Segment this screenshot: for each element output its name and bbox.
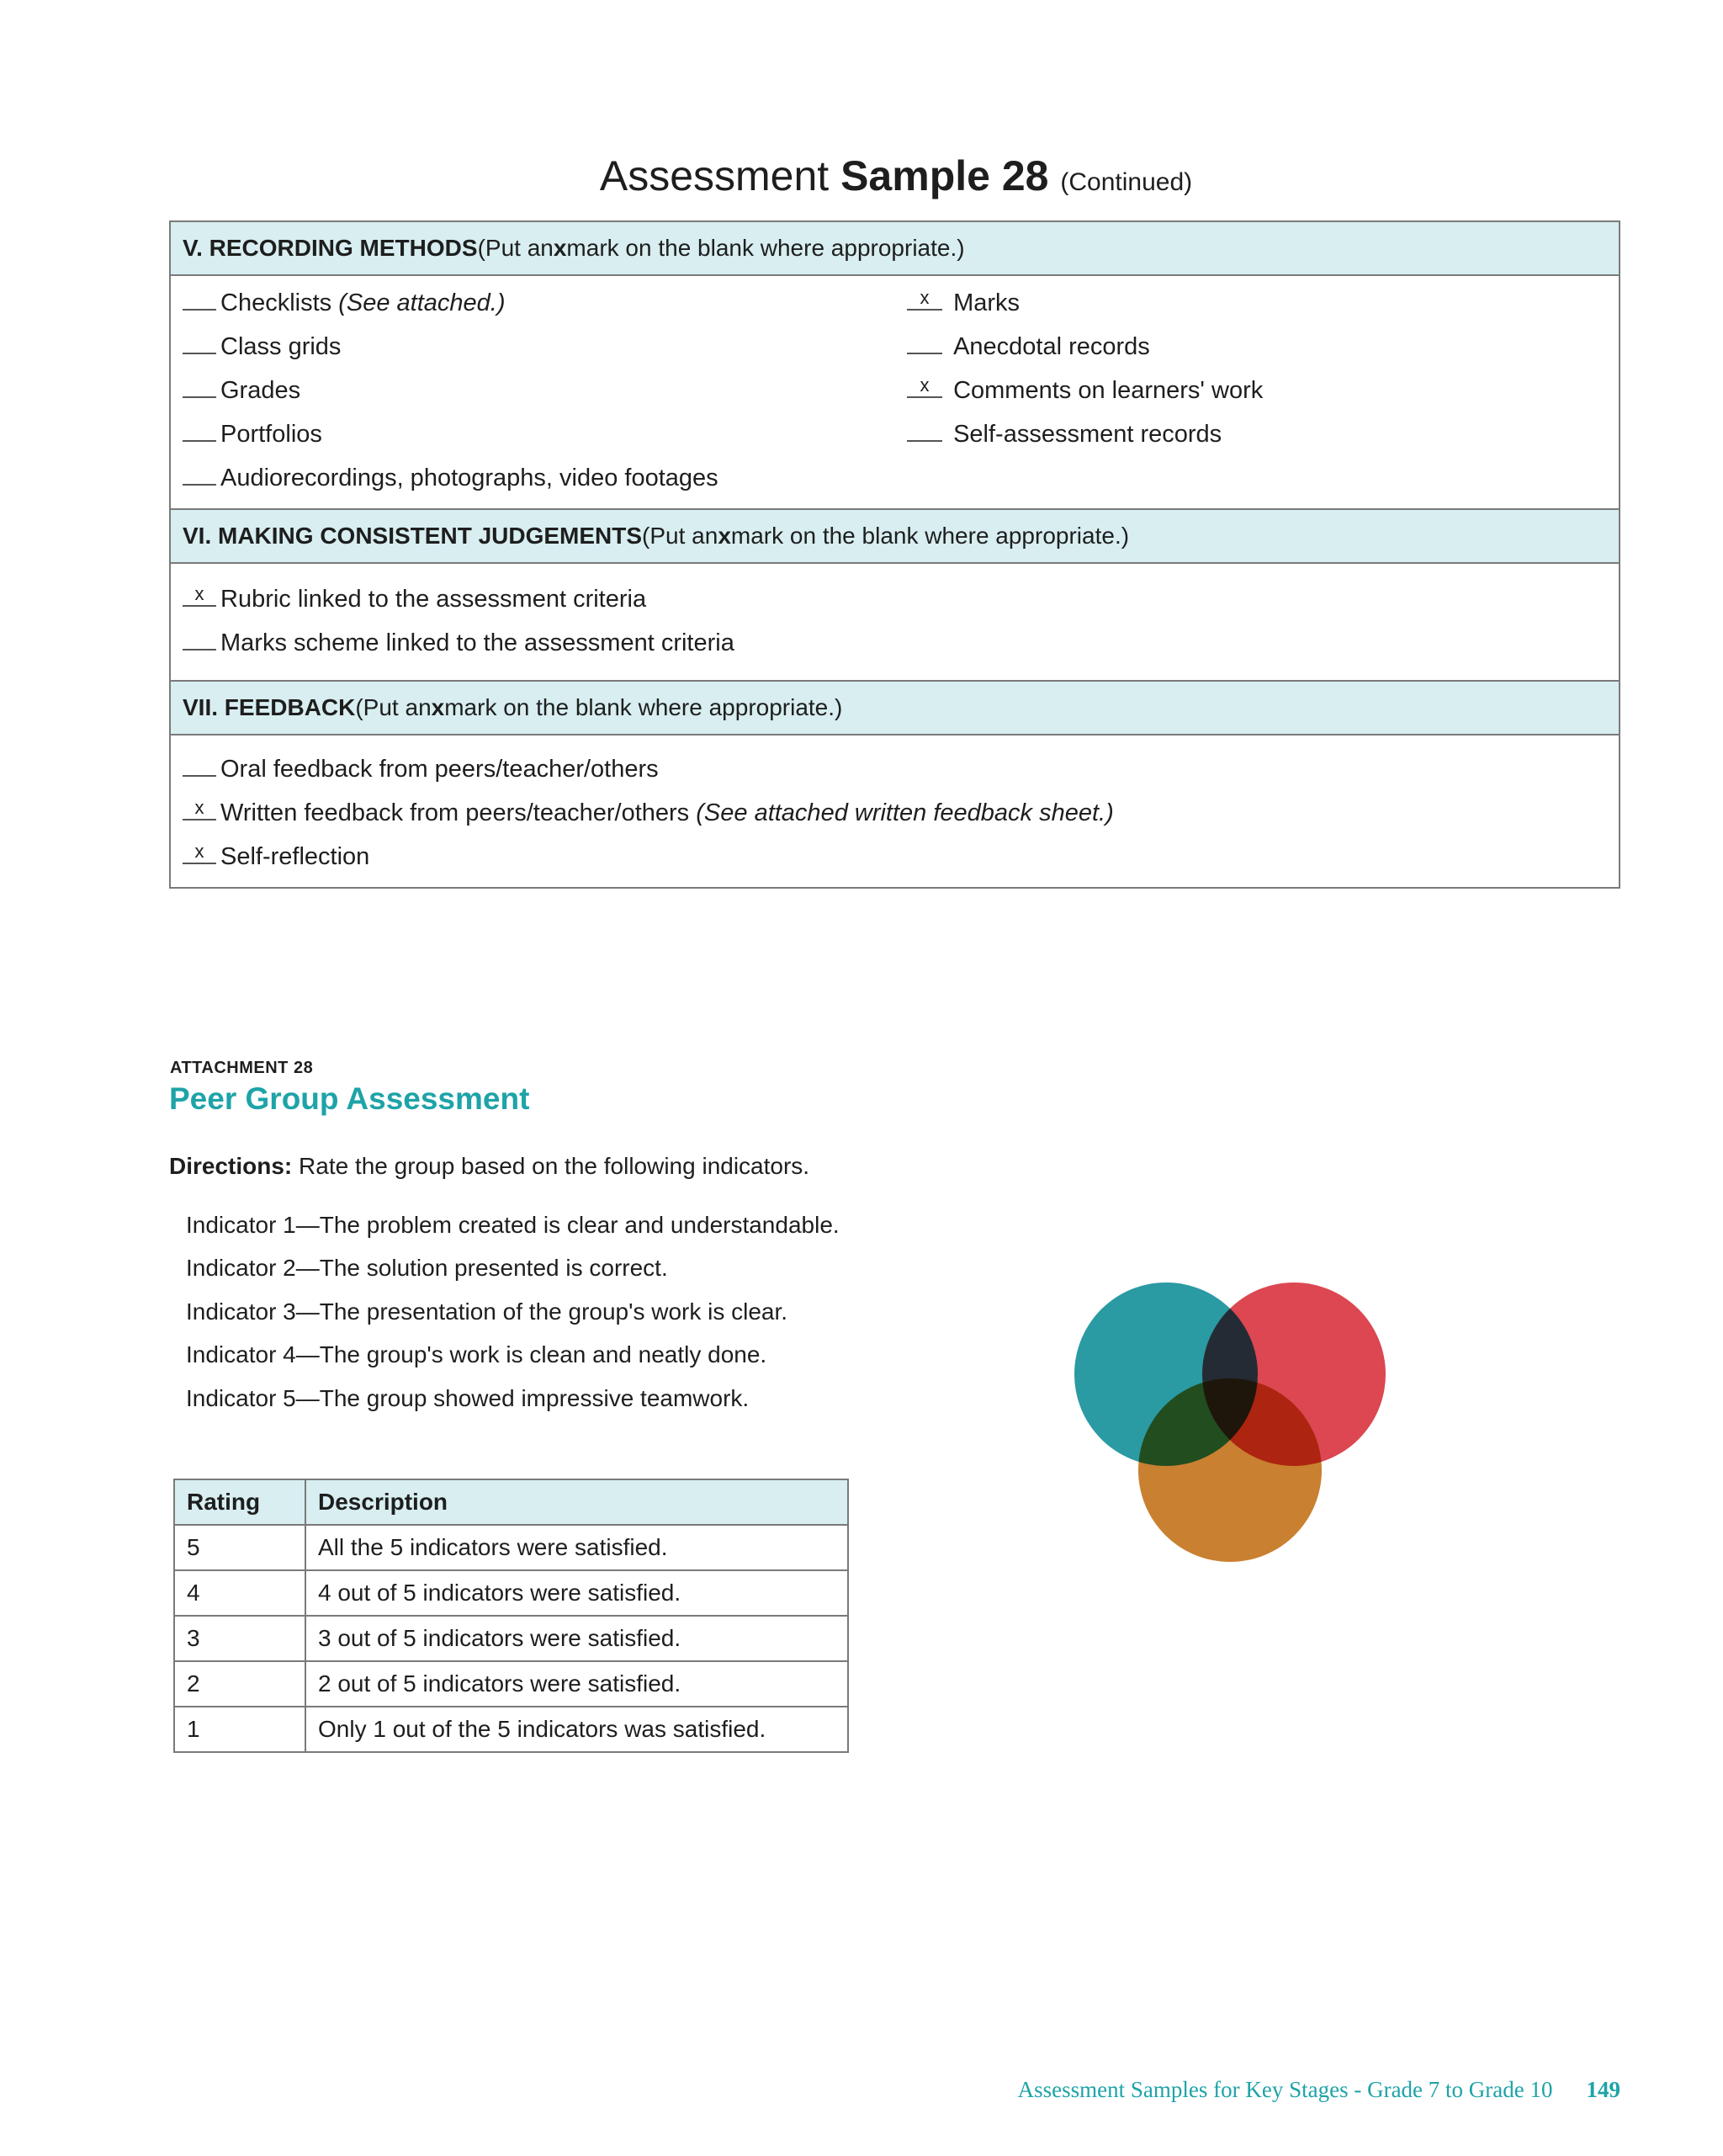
rating-cell: 2 bbox=[174, 1661, 305, 1707]
assessment-form bbox=[169, 220, 1620, 889]
checkbox-marks[interactable]: x Marks bbox=[907, 281, 1607, 325]
checkbox-grades[interactable]: Grades bbox=[183, 369, 907, 412]
attachment-label: ATTACHMENT 28 bbox=[170, 1059, 314, 1077]
indicator-item: Indicator 1—The problem created is clear and understandable. bbox=[186, 1211, 840, 1238]
table-row bbox=[174, 1661, 848, 1707]
indicator-item: Indicator 4—The group's work is clean and neatly done. bbox=[186, 1341, 767, 1368]
checkbox-anecdotal-records[interactable]: Anecdotal records bbox=[907, 325, 1607, 369]
title-suffix: (Continued) bbox=[1060, 168, 1193, 196]
table-row bbox=[174, 1525, 848, 1570]
recording-right-column bbox=[907, 281, 1607, 500]
checkbox-self-reflection[interactable]: x Self-reflection bbox=[183, 835, 1607, 879]
rating-cell: 5 bbox=[174, 1525, 305, 1570]
rating-cell: 3 bbox=[174, 1616, 305, 1661]
section-judgements-header: VI. MAKING CONSISTENT JUDGEMENTS (Put an x mark on the blank where appropriate.) bbox=[171, 510, 1619, 564]
venn-circle-orange bbox=[1138, 1378, 1322, 1562]
directions: Directions: Rate the group based on the following indicators. bbox=[169, 1153, 810, 1179]
rating-cell: 1 bbox=[174, 1707, 305, 1752]
page-title bbox=[0, 151, 1723, 200]
page-number: 149 bbox=[1586, 2077, 1620, 2102]
rating-cell: 4 bbox=[174, 1570, 305, 1616]
table-header-row bbox=[174, 1479, 848, 1525]
section-feedback-header: VII. FEEDBACK (Put an x mark on the blank where appropriate.) bbox=[171, 682, 1619, 735]
checkbox-portfolios[interactable]: Portfolios bbox=[183, 412, 907, 456]
indicator-item: Indicator 3—The presentation of the group's work is clear. bbox=[186, 1298, 788, 1325]
rating-table bbox=[173, 1479, 849, 1753]
recording-left-column bbox=[183, 281, 907, 500]
title-light: Assessment bbox=[599, 152, 841, 199]
checkbox-class-grids[interactable]: Class grids bbox=[183, 325, 907, 369]
checkbox-rubric[interactable]: x Rubric linked to the assessment criteria bbox=[183, 577, 1607, 621]
description-cell: 4 out of 5 indicators were satisfied. bbox=[305, 1570, 848, 1616]
page-footer bbox=[1018, 2077, 1620, 2103]
checkbox-written-feedback[interactable]: x Written feedback from peers/teacher/others (See attached written feedback sheet.) bbox=[183, 791, 1607, 835]
checkbox-marks-scheme[interactable]: Marks scheme linked to the assessment criteria bbox=[183, 621, 1607, 665]
description-cell: All the 5 indicators were satisfied. bbox=[305, 1525, 848, 1570]
description-cell: Only 1 out of the 5 indicators was satisfied. bbox=[305, 1707, 848, 1752]
checkbox-oral-feedback[interactable]: Oral feedback from peers/teacher/others bbox=[183, 747, 1607, 791]
section-recording-methods-body bbox=[171, 276, 1619, 510]
checkbox-self-assessment-records[interactable]: Self-assessment records bbox=[907, 412, 1607, 456]
indicator-item: Indicator 2—The solution presented is correct. bbox=[186, 1255, 668, 1282]
indicator-item: Indicator 5—The group showed impressive teamwork. bbox=[186, 1384, 750, 1411]
table-row bbox=[174, 1707, 848, 1752]
table-row bbox=[174, 1616, 848, 1661]
description-cell: 2 out of 5 indicators were satisfied. bbox=[305, 1661, 848, 1707]
section-judgements-body bbox=[171, 564, 1619, 682]
footer-text: Assessment Samples for Key Stages - Grade 7 to Grade 10 bbox=[1017, 2077, 1553, 2102]
header-description: Description bbox=[305, 1479, 848, 1525]
section-feedback-body bbox=[171, 735, 1619, 887]
header-rating: Rating bbox=[174, 1479, 305, 1525]
attachment-title: Peer Group Assessment bbox=[169, 1081, 530, 1116]
checkbox-audiorecordings[interactable]: Audiorecordings, photographs, video footages bbox=[183, 456, 907, 500]
checkbox-comments[interactable]: x Comments on learners' work bbox=[907, 369, 1607, 412]
venn-diagram-illustration bbox=[1060, 1271, 1413, 1565]
checkbox-checklists[interactable]: Checklists (See attached.) bbox=[183, 281, 907, 325]
section-recording-methods-header: V. RECORDING METHODS (Put an x mark on the blank where appropriate.) bbox=[171, 222, 1619, 276]
title-bold: Sample 28 bbox=[840, 152, 1049, 199]
table-row bbox=[174, 1570, 848, 1616]
description-cell: 3 out of 5 indicators were satisfied. bbox=[305, 1616, 848, 1661]
indicator-list bbox=[186, 1203, 840, 1421]
